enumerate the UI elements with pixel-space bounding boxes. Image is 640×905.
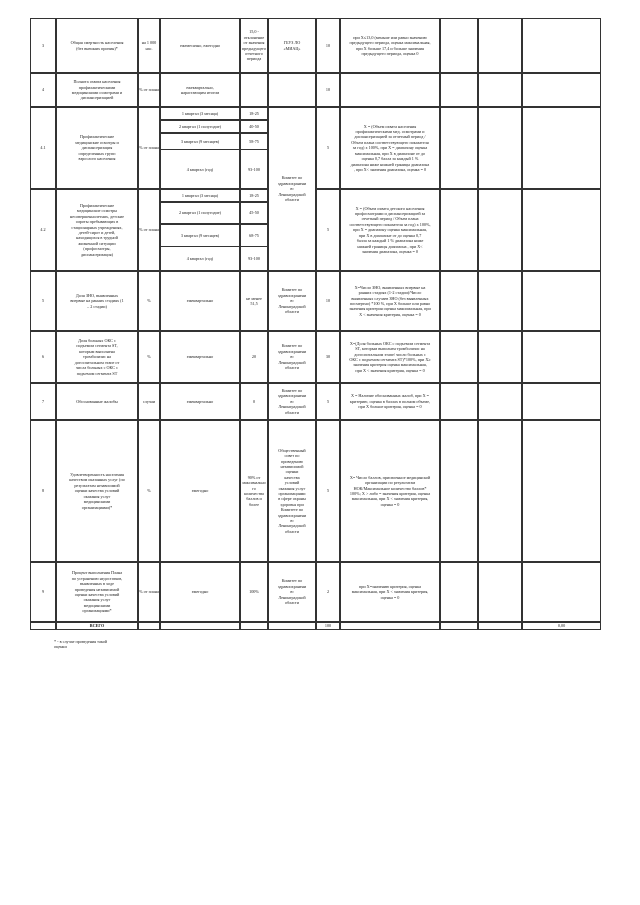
data-source: Комитет по здравоохранени ю Ленинградской области [277, 175, 307, 203]
period: ежеквартально [186, 398, 214, 404]
total-label: ВСЕГО [89, 623, 105, 629]
unit: случаи [142, 398, 156, 404]
row-number: 4 [41, 87, 45, 93]
quarter-value: 93-100 [248, 256, 260, 262]
target-value: 20 [251, 354, 257, 360]
period: ежемесячно, ежегодно [179, 42, 221, 48]
indicator-name: Доля больных ОКС с подъемом сегмента ST, которым выполнена тромболизис на догоспитальном этапе от числа больных с ОКС с подъемом сегмента ST [74, 338, 120, 376]
method: Х = (Объем охвата детского населения профосмотрами и диспансеризацией за отчетный период / Объем плана соответствующего показателя за год) х 100%, при Х = диапазону оценка максимальная, при Х в диапазоне от до оценка 0,7 балла за каждый 1 % диапазона ниже нижней границы диапазона , при Х< значения диапазона, оценка = 0 [349, 205, 431, 254]
quarter-label: 3 квартал (9 месяцев) [180, 138, 220, 144]
data-source: Комитет по здравоохранени ю Ленинградской области [277, 578, 307, 606]
target-value: 90% от максимально го количества баллов и более [242, 474, 266, 507]
period: ежеквартально, нарастающим итогом [180, 84, 220, 95]
method: Х = Наличие обоснованных жалоб, при Х = критерию, оценка в баллах в полном объеме, при Х больше критерия, оценка = 0 [349, 393, 431, 410]
unit: % от плана [139, 145, 159, 151]
quarter-label: 2 квартал (1 полугодие) [178, 123, 222, 129]
row-number: 9 [41, 589, 45, 595]
weight: 5 [326, 145, 330, 151]
method: Х = (Объем охвата населения профилактическими мед. осмотрами и диспансеризацией за отчетный период / Объем плана соответствующего показателя за год) х 100%, при Х = диапазону оценка максимальная, при Х в диапазоне от до оценка 0,7 балла за каждый 1 % диапазона ниже нижней границы диапазона , при Х< значения диапазона, оценка = 0 [350, 123, 430, 172]
quarter-value: 93-100 [248, 166, 260, 172]
quarter-label: 3 квартал (9 месяцев) [180, 232, 220, 238]
weight: 10 [325, 42, 331, 48]
unit: % [147, 488, 151, 494]
quarter-value: 18-25 [249, 192, 259, 198]
indicator-name: Удовлетворенность населения качеством оказанных услуг (по результатам независимой оценки качества условий оказания услуг медицинскими организациями)* [69, 472, 125, 510]
quarter-label: 4 квартал (год) [186, 256, 214, 262]
data-source: ГБУЗ ЛО «МИАЦ» [283, 40, 301, 51]
quarter-label: 2 квартал (1 полугодие) [178, 210, 222, 216]
row-number: 6 [41, 354, 45, 360]
method: Х=(Доля больных ОКС с подъемом сегмента ST, которым выполнен тромболизис на догоспитальном этапе/ число больных с ОКС с подъемом сегмента ST)*100%, при Х≥ значения критерия оценка максимальная, при Х < значения критерия, оценка = 0 [349, 340, 431, 373]
data-source: Комитет по здравоохранени ю Ленинградской области [277, 343, 307, 371]
quarter-value: 18-25 [249, 110, 259, 116]
period: ежегодно [191, 589, 209, 595]
unit: % от плана [139, 87, 159, 93]
data-source: Общественный совет по проведению независимой оценки качества условий оказания услуг организациями в сфере охраны здоровья при Комитете по здравоохранени ю Ленинградской области [277, 447, 307, 534]
footnote: * - в случае проведения такой оценки [54, 638, 108, 649]
target-value: 15,0 - отклонение от значения предыдущего отчетного периода [241, 29, 267, 62]
period: ежеквартально [186, 354, 214, 360]
unit: % от плана [139, 227, 159, 233]
quarter-value: 58-75 [249, 138, 259, 144]
method: при Х≤13,0 (меньше или равно значению предыдущего периода, оценка максимальная, при Х больше 17,4 и больше значения предыдущего периода, оценка 0 [349, 34, 431, 56]
indicator-name: Общая смертность населения (без внешних причин)* [70, 40, 124, 51]
weight: 10 [325, 87, 331, 93]
weight: 10 [325, 298, 331, 304]
indicator-name: Полнота охвата населения профилактическими медицинскими осмотрами и диспансеризацией [71, 79, 123, 101]
unit: % от плана [139, 589, 159, 595]
target-value: 0 [252, 398, 256, 404]
total-weight: 100 [324, 623, 332, 629]
weight: 5 [326, 488, 330, 494]
quarter-label: 4 квартал (год) [186, 166, 214, 172]
data-source: Комитет по здравоохранени ю Ленинградской области [277, 287, 307, 315]
unit: % [147, 354, 151, 360]
quarter-value: 40-50 [249, 123, 259, 129]
target-value: 100% [249, 589, 259, 595]
indicator-name: Обоснованные жалобы [76, 398, 118, 404]
row-number: 3 [41, 42, 45, 48]
row-number: 5 [41, 298, 45, 304]
unit: на 1 000 нас. [141, 40, 157, 51]
weight: 30 [325, 354, 331, 360]
method: Х= Число баллов, присвоенное медицинской организации по результатам НОК/Максимальное количество баллов* 100%; Х > либо = значения критерия, оценка максимальная, при Х < значения критерия, оценка = 0 [349, 474, 431, 507]
row-number: 4.1 [40, 145, 46, 151]
period: ежеквартально [186, 298, 214, 304]
indicator-name: Профилактические медицинские осмотры несовершеннолетних, детские сироты пребывающих в стационарных учреждениях, детей-сирот и детей, находящихся в трудной жизненной ситуации (профосмотры, диспансеризация) [70, 202, 124, 257]
indicator-name: Доля ЗНО, выявленных впервые на ранних стадиях (1 – 2 стадии) [70, 292, 124, 309]
data-source: Комитет по здравоохранени ю Ленинградской области [277, 387, 307, 415]
indicator-name: Процент выполнения Плана по устранению недостатков, выявленных в ходе проведения независимой оценки качества условий оказания услуг медицинскими организациями* [71, 570, 123, 614]
weight: 5 [326, 398, 330, 404]
total-sum: 0,00 [557, 623, 566, 629]
quarter-value: 45-50 [249, 210, 259, 216]
weight: 2 [326, 589, 330, 595]
indicator-name: Профилактические медицинские осмотры и диспансеризация определенных групп взрослого населения [75, 134, 119, 162]
quarter-label: 1 квартал (3 месяца) [181, 110, 219, 116]
row-number: 7 [41, 398, 45, 404]
unit: % [147, 298, 151, 304]
target-value: не менее 51,5 [246, 295, 262, 306]
weight: 5 [326, 227, 330, 233]
row-number: 4.2 [40, 227, 46, 233]
row-number: 8 [41, 488, 45, 494]
quarter-label: 1 квартал (3 месяца) [181, 192, 219, 198]
method: Х=Число ЗНО, выявленных впервые на ранних стадиях (1-2 стадии)/Число выявленных случаев ЗНО (без выявленных посмертно) *100 %, при Х больше или равно значения критерия оценка максимальная, при Х < значения критерия, оценка = 0 [349, 284, 431, 317]
period: ежегодно [191, 488, 209, 494]
quarter-value: 68-75 [249, 232, 259, 238]
method: при Х=значению критерия, оценка максимальная, при Х < значения критерия, оценка = 0 [351, 583, 429, 600]
